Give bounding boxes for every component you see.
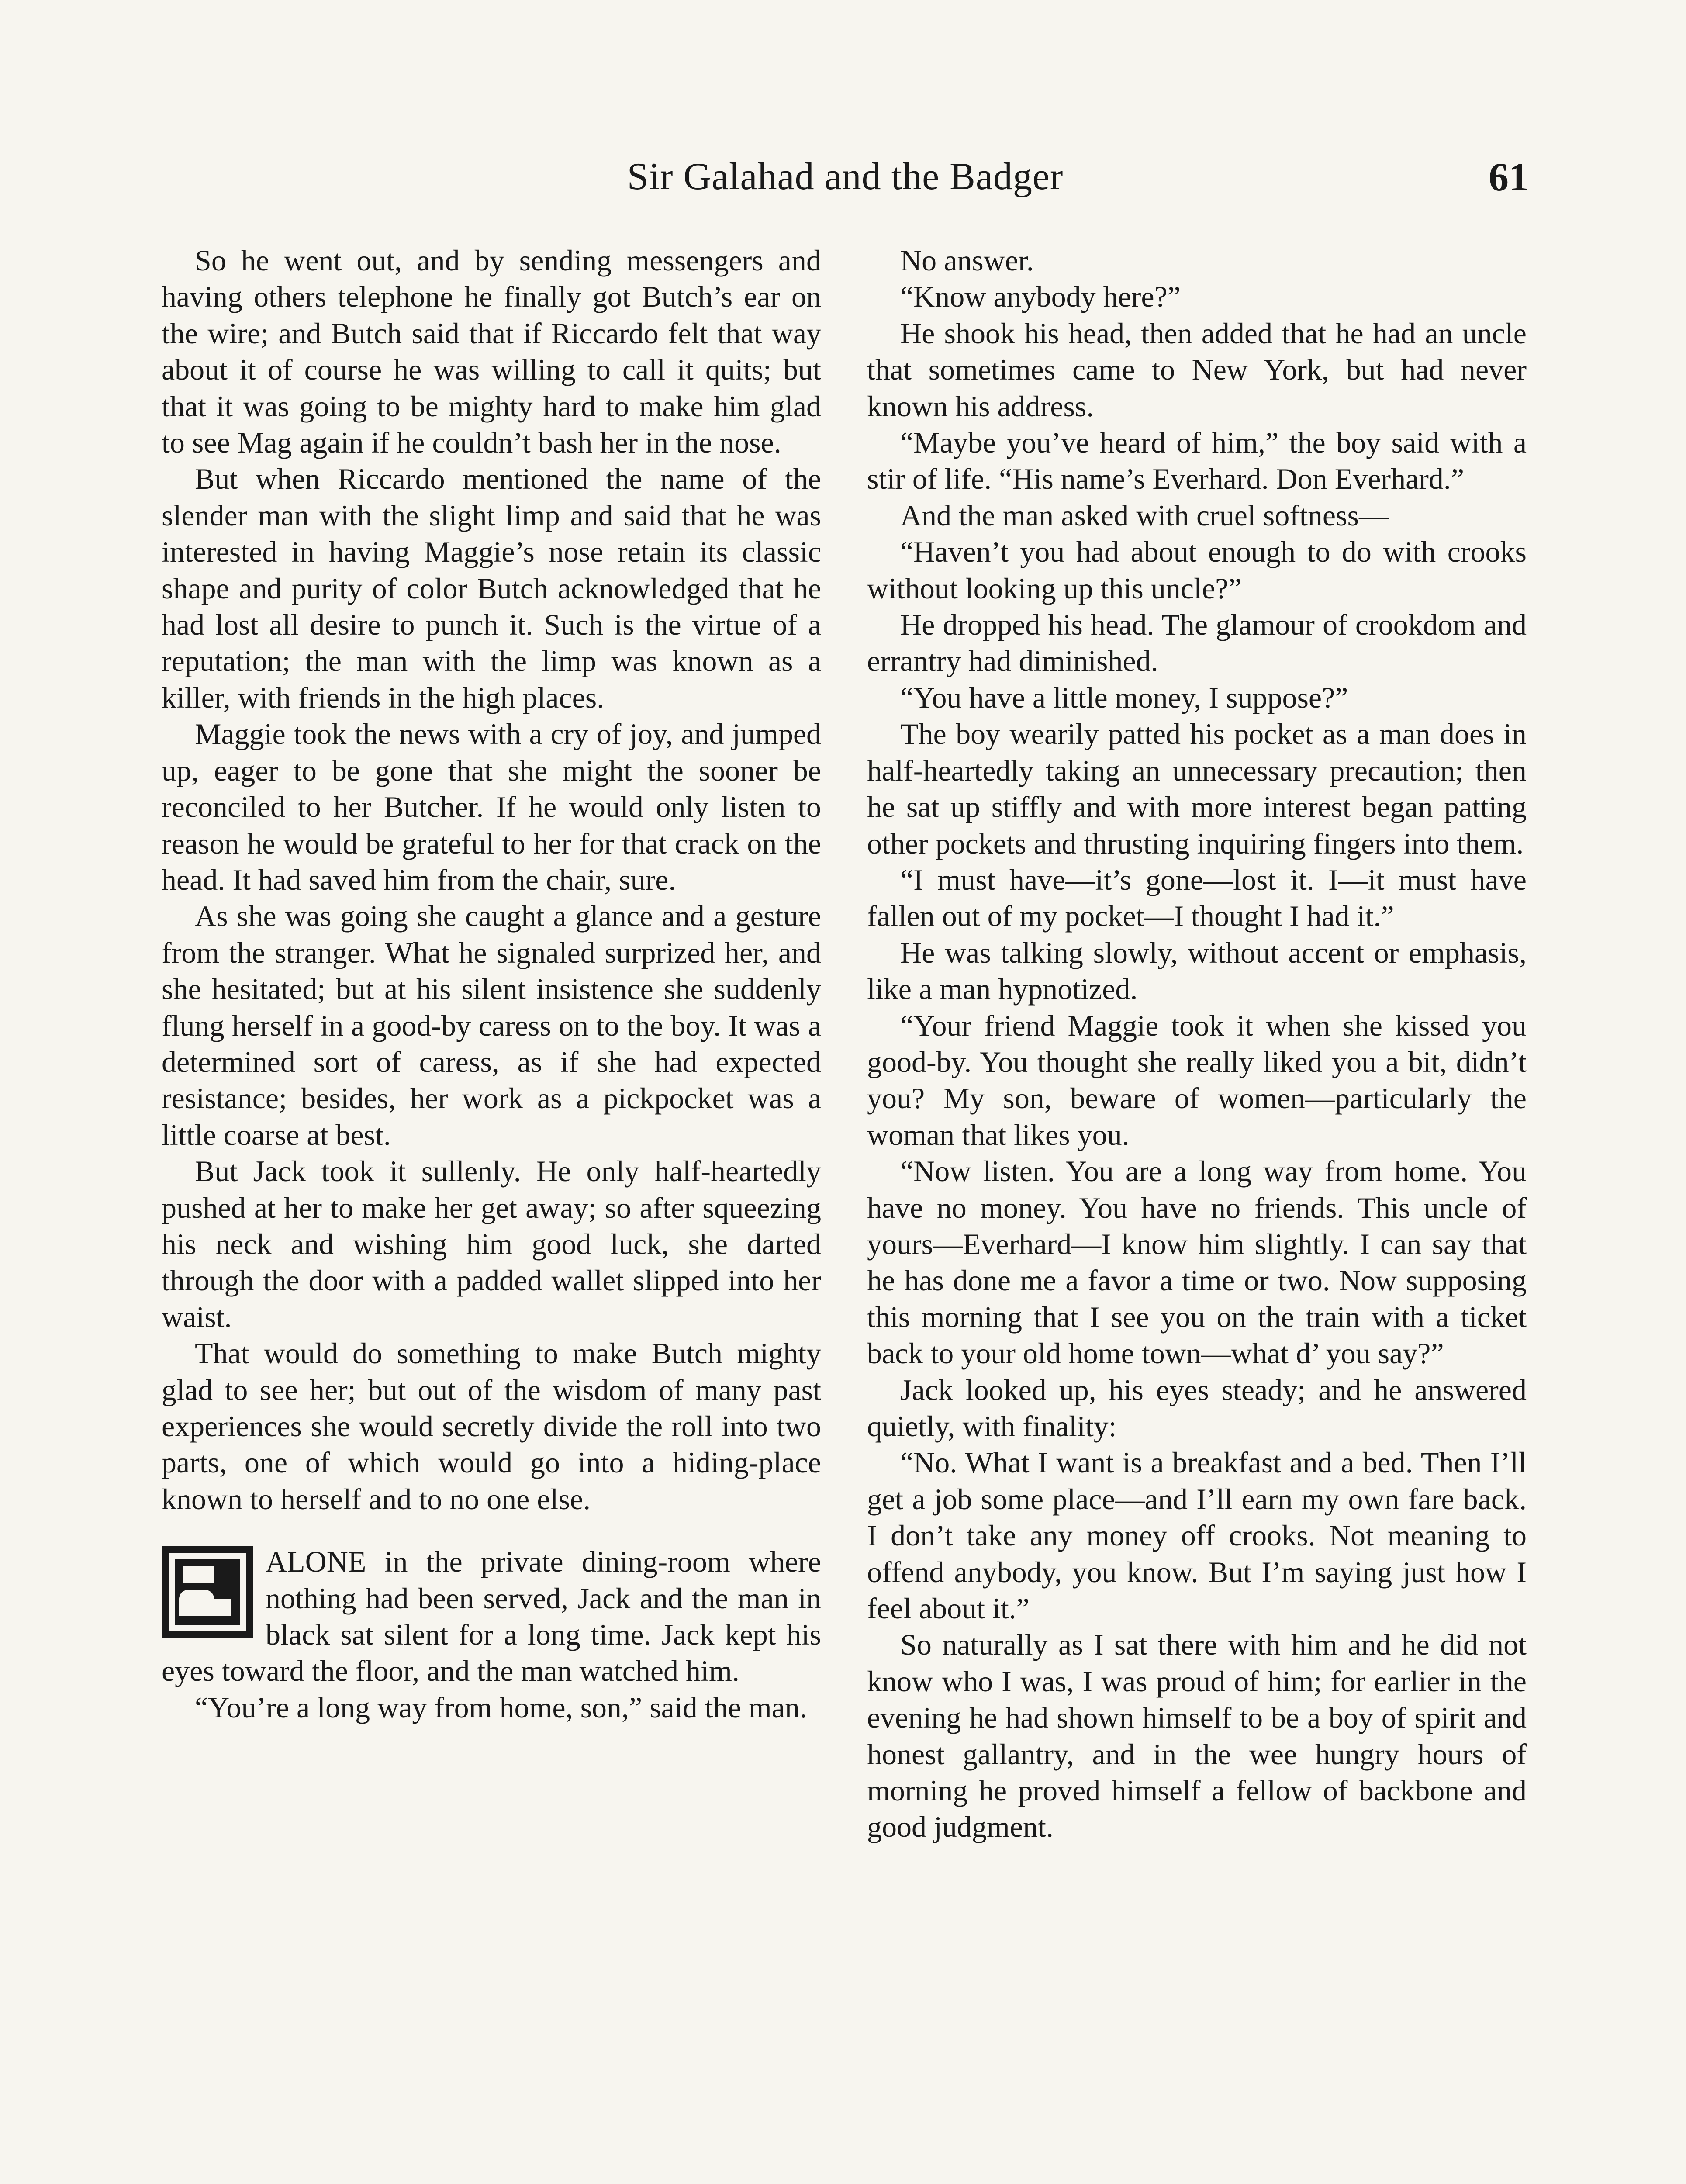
paragraph: “Haven’t you had about enough to do with crooks without looking up this uncle?” (867, 535, 1527, 605)
paragraph: He dropped his head. The glamour of crookdom and errantry had diminished. (867, 608, 1527, 678)
paragraph: So he went out, and by sending messengers and having others telephone he finally got Butch’s ear on the wire; and Butch said that if Riccardo felt that way about it of course he was willing to call it quits; but that it was going to be mighty hard to make him glad to see Mag again if he couldn’t bash her in the nose. (162, 244, 821, 460)
right-column (867, 242, 1527, 1845)
paragraph: “You’re a long way from home, son,” said the man. (195, 1690, 807, 1724)
paragraph: “Now listen. You are a long way from home. You have no money. You have no friends. This uncle of yours—Everhard—I know him slightly. I can say that he has done me a favor a time or two. Now supposing this morning that I see you on the train with a ticket back to your old home town—what d’ you say?” (867, 1154, 1527, 1370)
paragraph: But when Riccardo mentioned the name of the slender man with the slight limp and said that he was interested in having Maggie’s nose retain its classic shape and purity of color Butch acknowledged that he had lost all desire to punch it. Such is the virtue of a reputation; the man with the limp was known as a killer, with friends in the high places. (162, 462, 821, 714)
paragraph: He shook his head, then added that he had an uncle that sometimes came to New York, but had never known his address. (867, 316, 1527, 423)
paragraph: “Your friend Maggie took it when she kissed you good-by. You thought she really liked you a bit, didn’t you? My son, beware of women—particularly the woman that likes you. (867, 1009, 1527, 1151)
paragraph: “You have a little money, I suppose?” (900, 681, 1348, 714)
left-column (162, 242, 821, 1726)
paragraph: Maggie took the news with a cry of joy, and jumped up, eager to be gone that she might the sooner be reconciled to her Butcher. If he would only listen to reason he would be grateful to her for that crack on the head. It had saved him from the chair, sure. (162, 717, 821, 896)
page-header (162, 151, 1529, 203)
paragraph: So naturally as I sat there with him and he did not know who I was, I was proud of him; for earlier in the evening he had shown himself to be a boy of spirit and honest gallantry, and in the wee hungry hours of morning he proved himself a fellow of backbone and good judgment. (867, 1628, 1527, 1844)
section-opening-paragraph: ALONE in the private dining-room where nothing had been served, Jack and the man in black sat silent for a long time. Jack kept his eyes toward the floor, and the man watched him. (162, 1545, 821, 1688)
paragraph: That would do something to make Butch mighty glad to see her; but out of the wisdom of many past experiences she would secretly divide the roll into two parts, one of which would go into a hiding-place known to herself and to no one else. (162, 1337, 821, 1516)
page-number: 61 (1489, 155, 1529, 199)
paragraph: He was talking slowly, without accent or emphasis, like a man hypnotized. (867, 936, 1527, 1006)
paragraph: “I must have—it’s gone—lost it. I—it must have fallen out of my pocket—I thought I had it.” (867, 863, 1527, 933)
paragraph: “Maybe you’ve heard of him,” the boy said with a stir of life. “His name’s Everhard. Don Everhard.” (867, 426, 1527, 496)
section-break (162, 1544, 821, 1726)
paragraph: And the man asked with cruel softness— (900, 498, 1389, 532)
running-head: Sir Galahad and the Badger (627, 156, 1064, 198)
paragraph: “Know anybody here?” (900, 280, 1181, 314)
paragraph: Jack looked up, his eyes steady; and he answered quietly, with finality: (867, 1373, 1527, 1443)
paragraph: “No. What I want is a breakfast and a bed. Then I’ll get a job some place—and I’ll earn my own fare back. I don’t take any money off crooks. Not meaning to offend anybody, you know. But I’m saying just how I feel about it.” (867, 1446, 1527, 1625)
paragraph: The boy wearily patted his pocket as a man does in half-heartedly taking an unnecessary precaution; then he sat up stiffly and with more interest began patting other pockets and thrusting inquiring fingers into them. (867, 717, 1527, 860)
paragraph: As she was going she caught a glance and a gesture from the stranger. What he signaled surprized her, and she hesitated; but at his silent insistence she suddenly flung herself in a good-by caress on to the boy. It was a determined sort of caress, as if she had expected resistance; besides, her work as a pickpocket was a little coarse at best. (162, 899, 821, 1151)
paragraph: But Jack took it sullenly. He only half-heartedly pushed at her to make her get away; so after squeezing his neck and wishing him good luck, she darted through the door with a padded wallet slipped into her waist. (162, 1154, 821, 1334)
paragraph: No answer. (900, 244, 1034, 277)
illustrated-initial-icon (162, 1546, 253, 1638)
